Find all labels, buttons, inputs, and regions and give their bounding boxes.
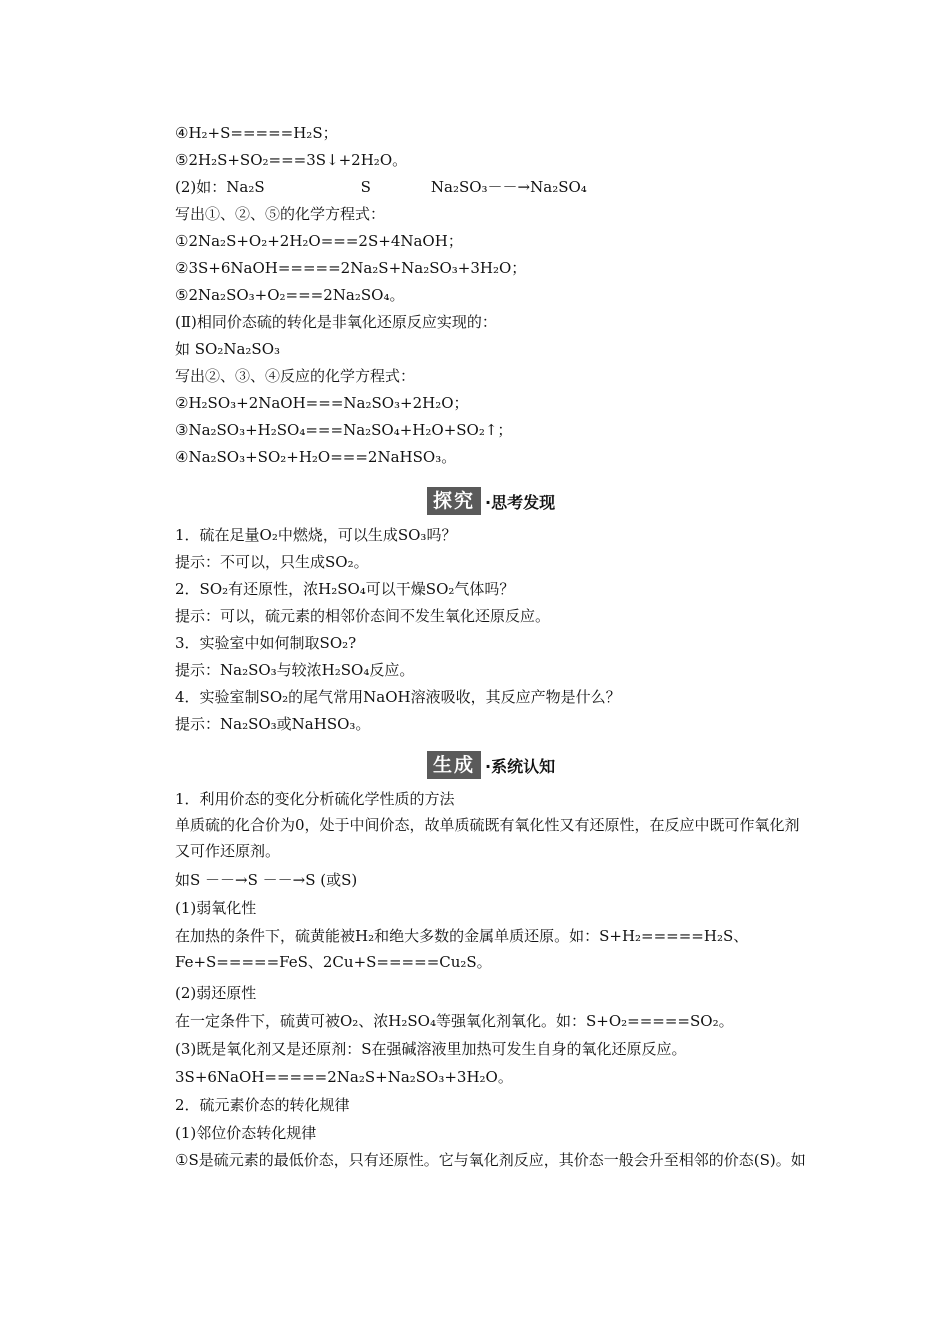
example-line xyxy=(175,177,587,197)
example-line: 如S －－→S －－→S (或S) xyxy=(175,871,358,889)
heading-line: (Ⅱ)相同价态硫的转化是非氧化还原反应实现的： xyxy=(175,313,497,331)
equation-line: ④H₂+S=====H₂S； xyxy=(175,124,338,142)
question: 4．实验室制SO₂的尾气常用NaOH溶液吸收，其反应产物是什么？ xyxy=(175,688,621,706)
hint: 提示：可以，硫元素的相邻价态间不发生氧化还原反应。 xyxy=(175,607,551,625)
section-box-label: 探究 xyxy=(427,487,481,515)
paragraph-text: (3)既是氧化剂又是还原剂：S在强碱溶液里加热可发生自身的氧化还原反应。 xyxy=(175,1040,687,1058)
subheading: (1)邻位价态转化规律 xyxy=(175,1124,317,1142)
section-title: ·思考发现 xyxy=(485,492,556,512)
equation-line: ③Na₂SO₃+H₂SO₄===Na₂SO₄+H₂O+SO₂↑； xyxy=(175,421,513,439)
instruction-line: 写出②、③、④反应的化学方程式： xyxy=(175,367,416,385)
paragraph-text: 单质硫的化合价为0，处于中间价态，故单质硫既有氧化性又有还原性，在反应中既可作氧化剂又可作还原剂。 xyxy=(175,816,800,860)
section-banner-explore xyxy=(427,486,555,516)
equation-line: ⑤2Na₂SO₃+O₂===2Na₂SO₄。 xyxy=(175,286,405,304)
question: 3．实验室中如何制取SO₂? xyxy=(175,634,357,652)
equation-line: ④Na₂SO₃+SO₂+H₂O===2NaHSO₃。 xyxy=(175,448,457,466)
equation-line: ②H₂SO₃+2NaOH===Na₂SO₃+2H₂O； xyxy=(175,394,469,412)
subheading: 1．利用价态的变化分析硫化学性质的方法 xyxy=(175,790,455,808)
equation-line: ⑤2H₂S+SO₂===3S↓+2H₂O。 xyxy=(175,151,408,169)
example-prefix: (2)如：Na₂S xyxy=(175,178,265,196)
section-title: ·系统认知 xyxy=(485,756,556,776)
hint: 提示：不可以，只生成SO₂。 xyxy=(175,553,369,571)
hint: 提示：Na₂SO₃或NaHSO₃。 xyxy=(175,715,371,733)
question: 1．硫在足量O₂中燃烧，可以生成SO₃吗？ xyxy=(175,526,457,544)
paragraph xyxy=(145,1147,810,1173)
section-banner-generate xyxy=(427,750,555,780)
equation-line: 3S+6NaOH=====2Na₂S+Na₂SO₃+3H₂O。 xyxy=(175,1068,513,1086)
subheading: (2)弱还原性 xyxy=(175,984,257,1002)
section-box-label: 生成 xyxy=(427,751,481,779)
sulfur-label: S xyxy=(360,178,371,196)
instruction-line: 写出①、②、⑤的化学方程式： xyxy=(175,205,386,223)
paragraph-text: 在一定条件下，硫黄可被O₂、浓H₂SO₄等强氧化剂氧化。如：S+O₂=====SO₂。 xyxy=(175,1012,734,1030)
question: 2．SO₂有还原性，浓H₂SO₄可以干燥SO₂气体吗？ xyxy=(175,580,515,598)
subheading: 2．硫元素价态的转化规律 xyxy=(175,1096,350,1114)
hint: 提示：Na₂SO₃与较浓H₂SO₄反应。 xyxy=(175,661,415,679)
equation-line: ①2Na₂S+O₂+2H₂O===2S+4NaOH； xyxy=(175,232,463,250)
example-line: 如 SO₂Na₂SO₃ xyxy=(175,340,281,358)
paragraph-text: 在加热的条件下，硫黄能被H₂和绝大多数的金属单质还原。如：S+H₂=====H₂S、Fe+S=====FeS、2Cu+S=====Cu₂S。 xyxy=(175,927,749,971)
subheading: (1)弱氧化性 xyxy=(175,899,257,917)
paragraph xyxy=(145,923,810,975)
conversion-chain: Na₂SO₃－－→Na₂SO₄ xyxy=(430,178,587,196)
paragraph xyxy=(145,812,810,864)
equation-line: ②3S+6NaOH=====2Na₂S+Na₂SO₃+3H₂O； xyxy=(175,259,527,277)
paragraph-text: ①S是硫元素的最低价态，只有还原性。它与氧化剂反应，其价态一般会升至相邻的价态(S)。如 xyxy=(175,1151,806,1169)
